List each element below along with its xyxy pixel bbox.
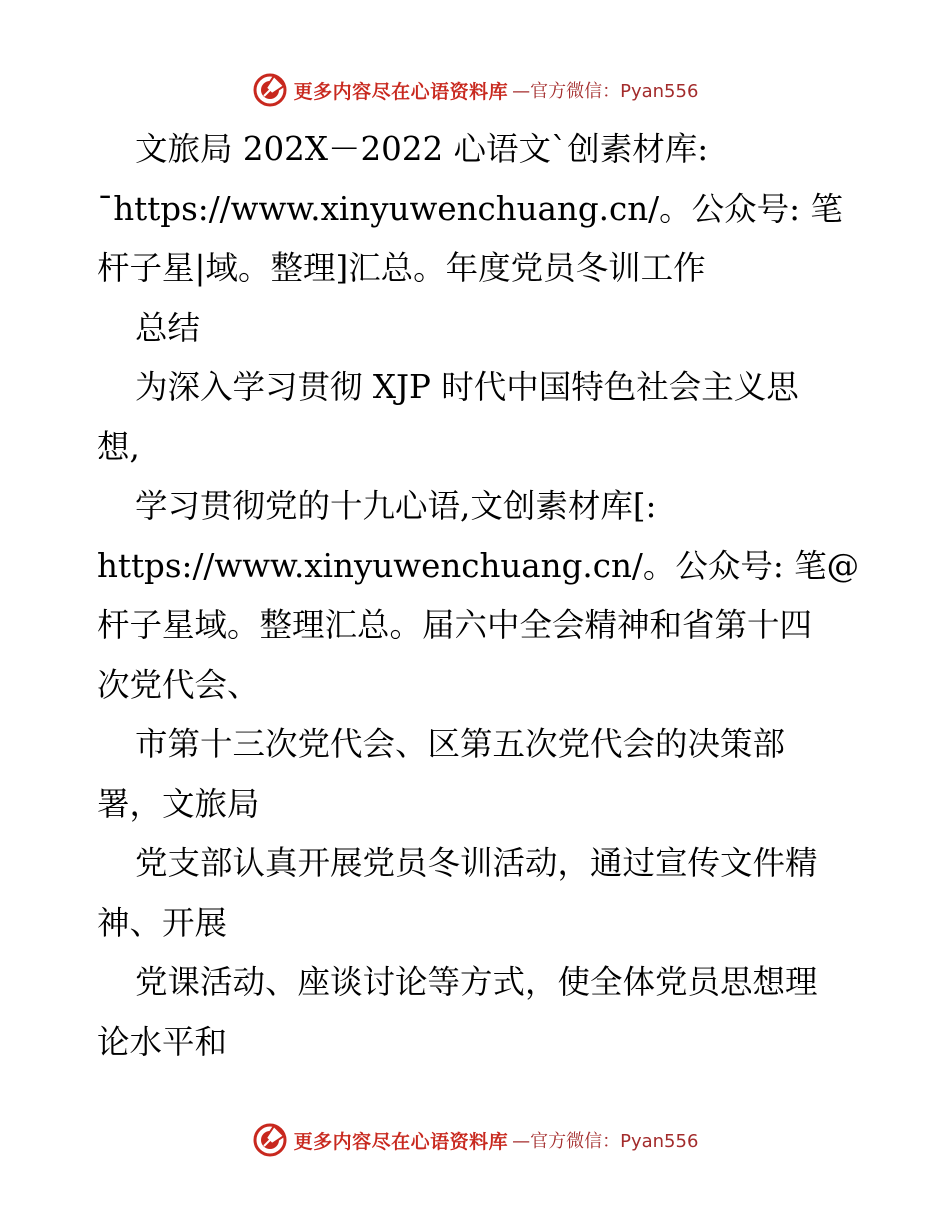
- document-body: [97, 120, 867, 1072]
- text-line: 学习贯彻党的十九心语,文创素材库[:: [135, 487, 657, 525]
- stamp-logo-icon: [252, 72, 288, 108]
- text-line: 杆子星域。整理汇总。届六中全会精神和省第十四: [97, 606, 813, 644]
- text-line: 党支部认真开展党员冬训活动，通过宣传文件精: [135, 844, 818, 882]
- text-line: https://www.xinyuwenchuang.cn/。公众号: 笔@: [97, 546, 860, 585]
- banner-contact-text: —官方微信：Pyan556: [512, 81, 699, 102]
- text-line: 署，文旅局: [97, 784, 260, 823]
- text-line: 为深入学习贯彻 XJP 时代中国特色社会主义思: [135, 368, 799, 406]
- banner-contact-text: —官方微信：Pyan556: [512, 1131, 699, 1152]
- header-banner: [0, 70, 950, 110]
- text-line: 文旅局 202X－2022 心语文`创素材库:: [135, 130, 709, 168]
- stamp-logo-icon: [252, 1122, 288, 1158]
- text-line: 论水平和: [97, 1022, 228, 1061]
- text-line: 次党代会、: [97, 665, 260, 704]
- text-line: 杆子星|域。整理]汇总。年度党员冬训工作: [97, 249, 706, 287]
- banner-red-text: 更多内容尽在心语资料库: [293, 80, 509, 103]
- text-line: 神、开展: [97, 903, 228, 942]
- text-line: 党课活动、座谈讨论等方式，使全体党员思想理: [135, 963, 818, 1001]
- footer-banner: [0, 1120, 950, 1160]
- banner-red-text: 更多内容尽在心语资料库: [293, 1130, 509, 1153]
- text-line: 市第十三次党代会、区第五次党代会的决策部: [135, 725, 786, 763]
- text-line: 总结: [135, 308, 201, 347]
- text-line: 想,: [97, 427, 140, 466]
- text-line: ¯https://www.xinyuwenchuang.cn/。公众号: 笔: [97, 189, 843, 228]
